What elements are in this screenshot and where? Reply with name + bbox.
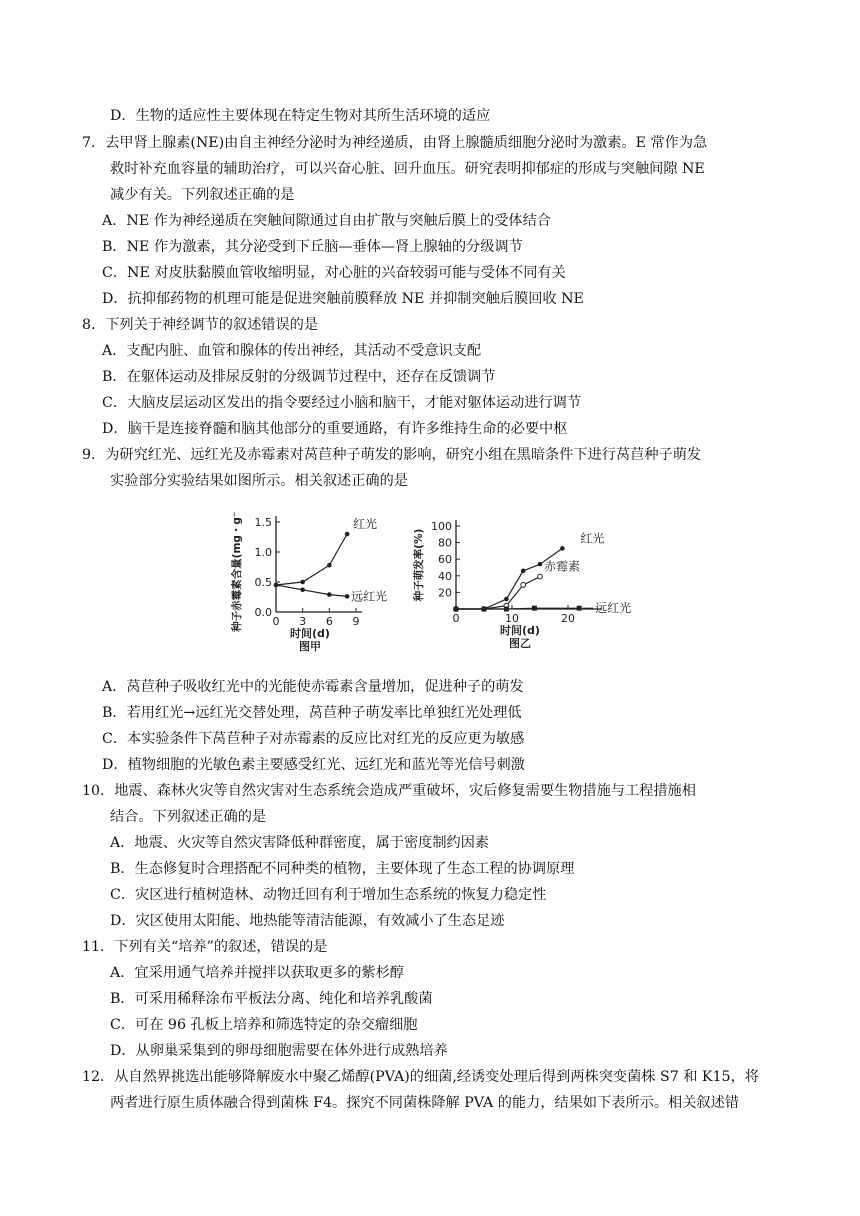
data-point <box>521 583 526 588</box>
figure-q9 <box>226 512 666 662</box>
text-line: 9．为研究红光、远红光及赤霉素对莴苣种子萌发的影响，研究小组在黑暗条件下进行莴苣种子萌发 <box>82 447 702 463</box>
text-line: 两者进行原生质体融合得到菌株 F4。探究不同菌株降解 PVA 的能力，结果如下表所示。相关叙述错 <box>110 1095 739 1111</box>
series-label: 远红光 <box>595 601 632 616</box>
text-line: B．NE 作为激素，其分泌受到下丘脑—垂体—肾上腺轴的分级调节 <box>102 239 523 255</box>
x-tick-label: 0 <box>452 612 460 625</box>
text-line: A．地震、火灾等自然灾害降低种群密度，属于密度制约因素 <box>110 835 490 851</box>
x-tick-label: 0 <box>272 615 280 628</box>
text-line: C．灾区进行植树造林、动物迁回有利于增加生态系统的恢复力稳定性 <box>110 887 547 903</box>
series-label: 红光 <box>353 517 378 531</box>
series-line <box>456 577 540 609</box>
data-point <box>521 569 526 574</box>
x-tick-label: 9 <box>352 615 360 628</box>
series-line <box>276 534 347 585</box>
y-tick-label: 80 <box>438 536 452 550</box>
charts-svg <box>226 512 666 662</box>
text-line: C．大脑皮层运动区发出的指令要经过小脑和脑干，才能对躯体运动进行调节 <box>102 395 582 411</box>
text-line: 8．下列关于神经调节的叙述错误的是 <box>82 317 319 333</box>
chart-title: 图乙 <box>509 637 531 650</box>
text-line: 救时补充血容量的辅助治疗，可以兴奋心脏、回升血压。研究表明抑郁症的形成与突触间隙 NE <box>110 161 705 177</box>
text-line: A．宜采用通气培养并搅拌以获取更多的紫杉醇 <box>110 965 404 981</box>
text-line: D．生物的适应性主要体现在特定生物对其所生活环境的适应 <box>110 108 491 124</box>
y-tick-label: 100 <box>431 520 452 533</box>
text-line: C．可在 96 孔板上培养和筛选特定的杂交瘤细胞 <box>110 1017 418 1033</box>
text-line: 实验部分实验结果如图所示。相关叙述正确的是 <box>110 473 408 489</box>
text-line: 12．从自然界挑选出能够降解废水中聚乙烯醇(PVA)的细菌,经诱变处理后得到两株突变菌株 S7 和 K15，将 <box>82 1069 759 1085</box>
x-tick-label: 6 <box>325 615 333 628</box>
text-line: A．支配内脏、血管和腺体的传出神经，其活动不受意识支配 <box>102 343 482 359</box>
data-point <box>327 592 332 597</box>
chart-title: 图甲 <box>299 640 321 653</box>
text-line: C．NE 对皮肤黏膜血管收缩明显，对心脏的兴奋较弱可能与受体不同有关 <box>102 265 566 281</box>
data-point <box>274 583 279 588</box>
y-tick-label: 1.0 <box>254 546 272 559</box>
y-axis-label: 种子赤霉素含量(mg・g⁻¹) <box>231 512 243 632</box>
data-point <box>327 563 332 568</box>
data-point <box>454 607 459 612</box>
x-tick-label: 10 <box>505 612 519 625</box>
data-point <box>345 532 350 537</box>
y-tick-label: 20 <box>438 586 452 600</box>
text-line: A．莴苣种子吸收红光中的光能使赤霉素含量增加，促进种子的萌发 <box>102 679 524 695</box>
data-point <box>560 546 565 551</box>
data-point <box>345 594 350 599</box>
data-point <box>532 606 537 611</box>
x-axis-label: 时间(d) <box>500 624 540 637</box>
x-tick-label: 20 <box>561 612 575 625</box>
text-line: C．本实验条件下莴苣种子对赤霉素的反应比对红光的反应更为敏感 <box>102 731 525 747</box>
data-point <box>538 562 543 567</box>
data-point <box>482 607 487 612</box>
y-tick-label: 60 <box>438 553 452 567</box>
y-tick-label: 1.5 <box>254 516 272 529</box>
text-line: B．可采用稀释涂布平板法分离、纯化和培养乳酸菌 <box>110 991 433 1007</box>
data-point <box>504 607 509 612</box>
x-axis-label: 时间(d) <box>290 627 330 640</box>
text-line: B．生态修复时合理搭配不同种类的植物，主要体现了生态工程的协调原理 <box>110 861 575 877</box>
series-line <box>276 585 347 596</box>
y-tick-label: 0.0 <box>254 606 272 619</box>
series-label: 红光 <box>580 531 605 546</box>
y-tick-label: 40 <box>438 569 452 583</box>
data-point <box>538 574 543 579</box>
y-tick-label: 0.5 <box>254 576 272 589</box>
data-point <box>504 597 509 602</box>
text-line: 减少有关。下列叙述正确的是 <box>110 187 295 203</box>
x-tick-label: 3 <box>299 615 307 628</box>
text-line: B．在躯体运动及排尿反射的分级调节过程中，还存在反馈调节 <box>102 369 496 385</box>
text-line: 11．下列有关“培养”的叙述，错误的是 <box>82 939 328 955</box>
text-line: D．植物细胞的光敏色素主要感受红光、远红光和蓝光等光信号刺激 <box>102 757 525 773</box>
series-label: 赤霉素 <box>544 559 581 574</box>
text-line: D．灾区使用太阳能、地热能等清洁能源，有效减小了生态足迹 <box>110 913 505 929</box>
data-point <box>577 606 582 611</box>
text-line: A．NE 作为神经递质在突触间隙通过自由扩散与突触后膜上的受体结合 <box>102 213 551 229</box>
y-axis-label: 种子萌发率(%) <box>413 528 425 602</box>
text-line: D．脑干是连接脊髓和脑其他部分的重要通路，有许多维持生命的必要中枢 <box>102 421 568 437</box>
data-point <box>300 588 305 593</box>
series-label: 远红光 <box>351 589 388 604</box>
text-line: 10．地震、森林火灾等自然灾害对生态系统会造成严重破坏，灾后修复需要生物措施与工程措施相 <box>82 783 696 799</box>
text-line: 7．去甲肾上腺素(NE)由自主神经分泌时为神经递质，由肾上腺髓质细胞分泌时为激素。E 常作为急 <box>82 135 708 151</box>
data-point <box>300 580 305 585</box>
text-line: D．抗抑郁药物的机理可能是促进突触前膜释放 NE 并抑制突触后膜回收 NE <box>102 291 584 307</box>
text-line: 结合。下列叙述正确的是 <box>110 809 267 825</box>
text-line: D．从卵巢采集到的卵母细胞需要在体外进行成熟培养 <box>110 1043 448 1059</box>
series-line <box>456 548 562 609</box>
text-line: B．若用红光→远红光交替处理，莴苣种子萌发率比单独红光处理低 <box>102 705 522 721</box>
